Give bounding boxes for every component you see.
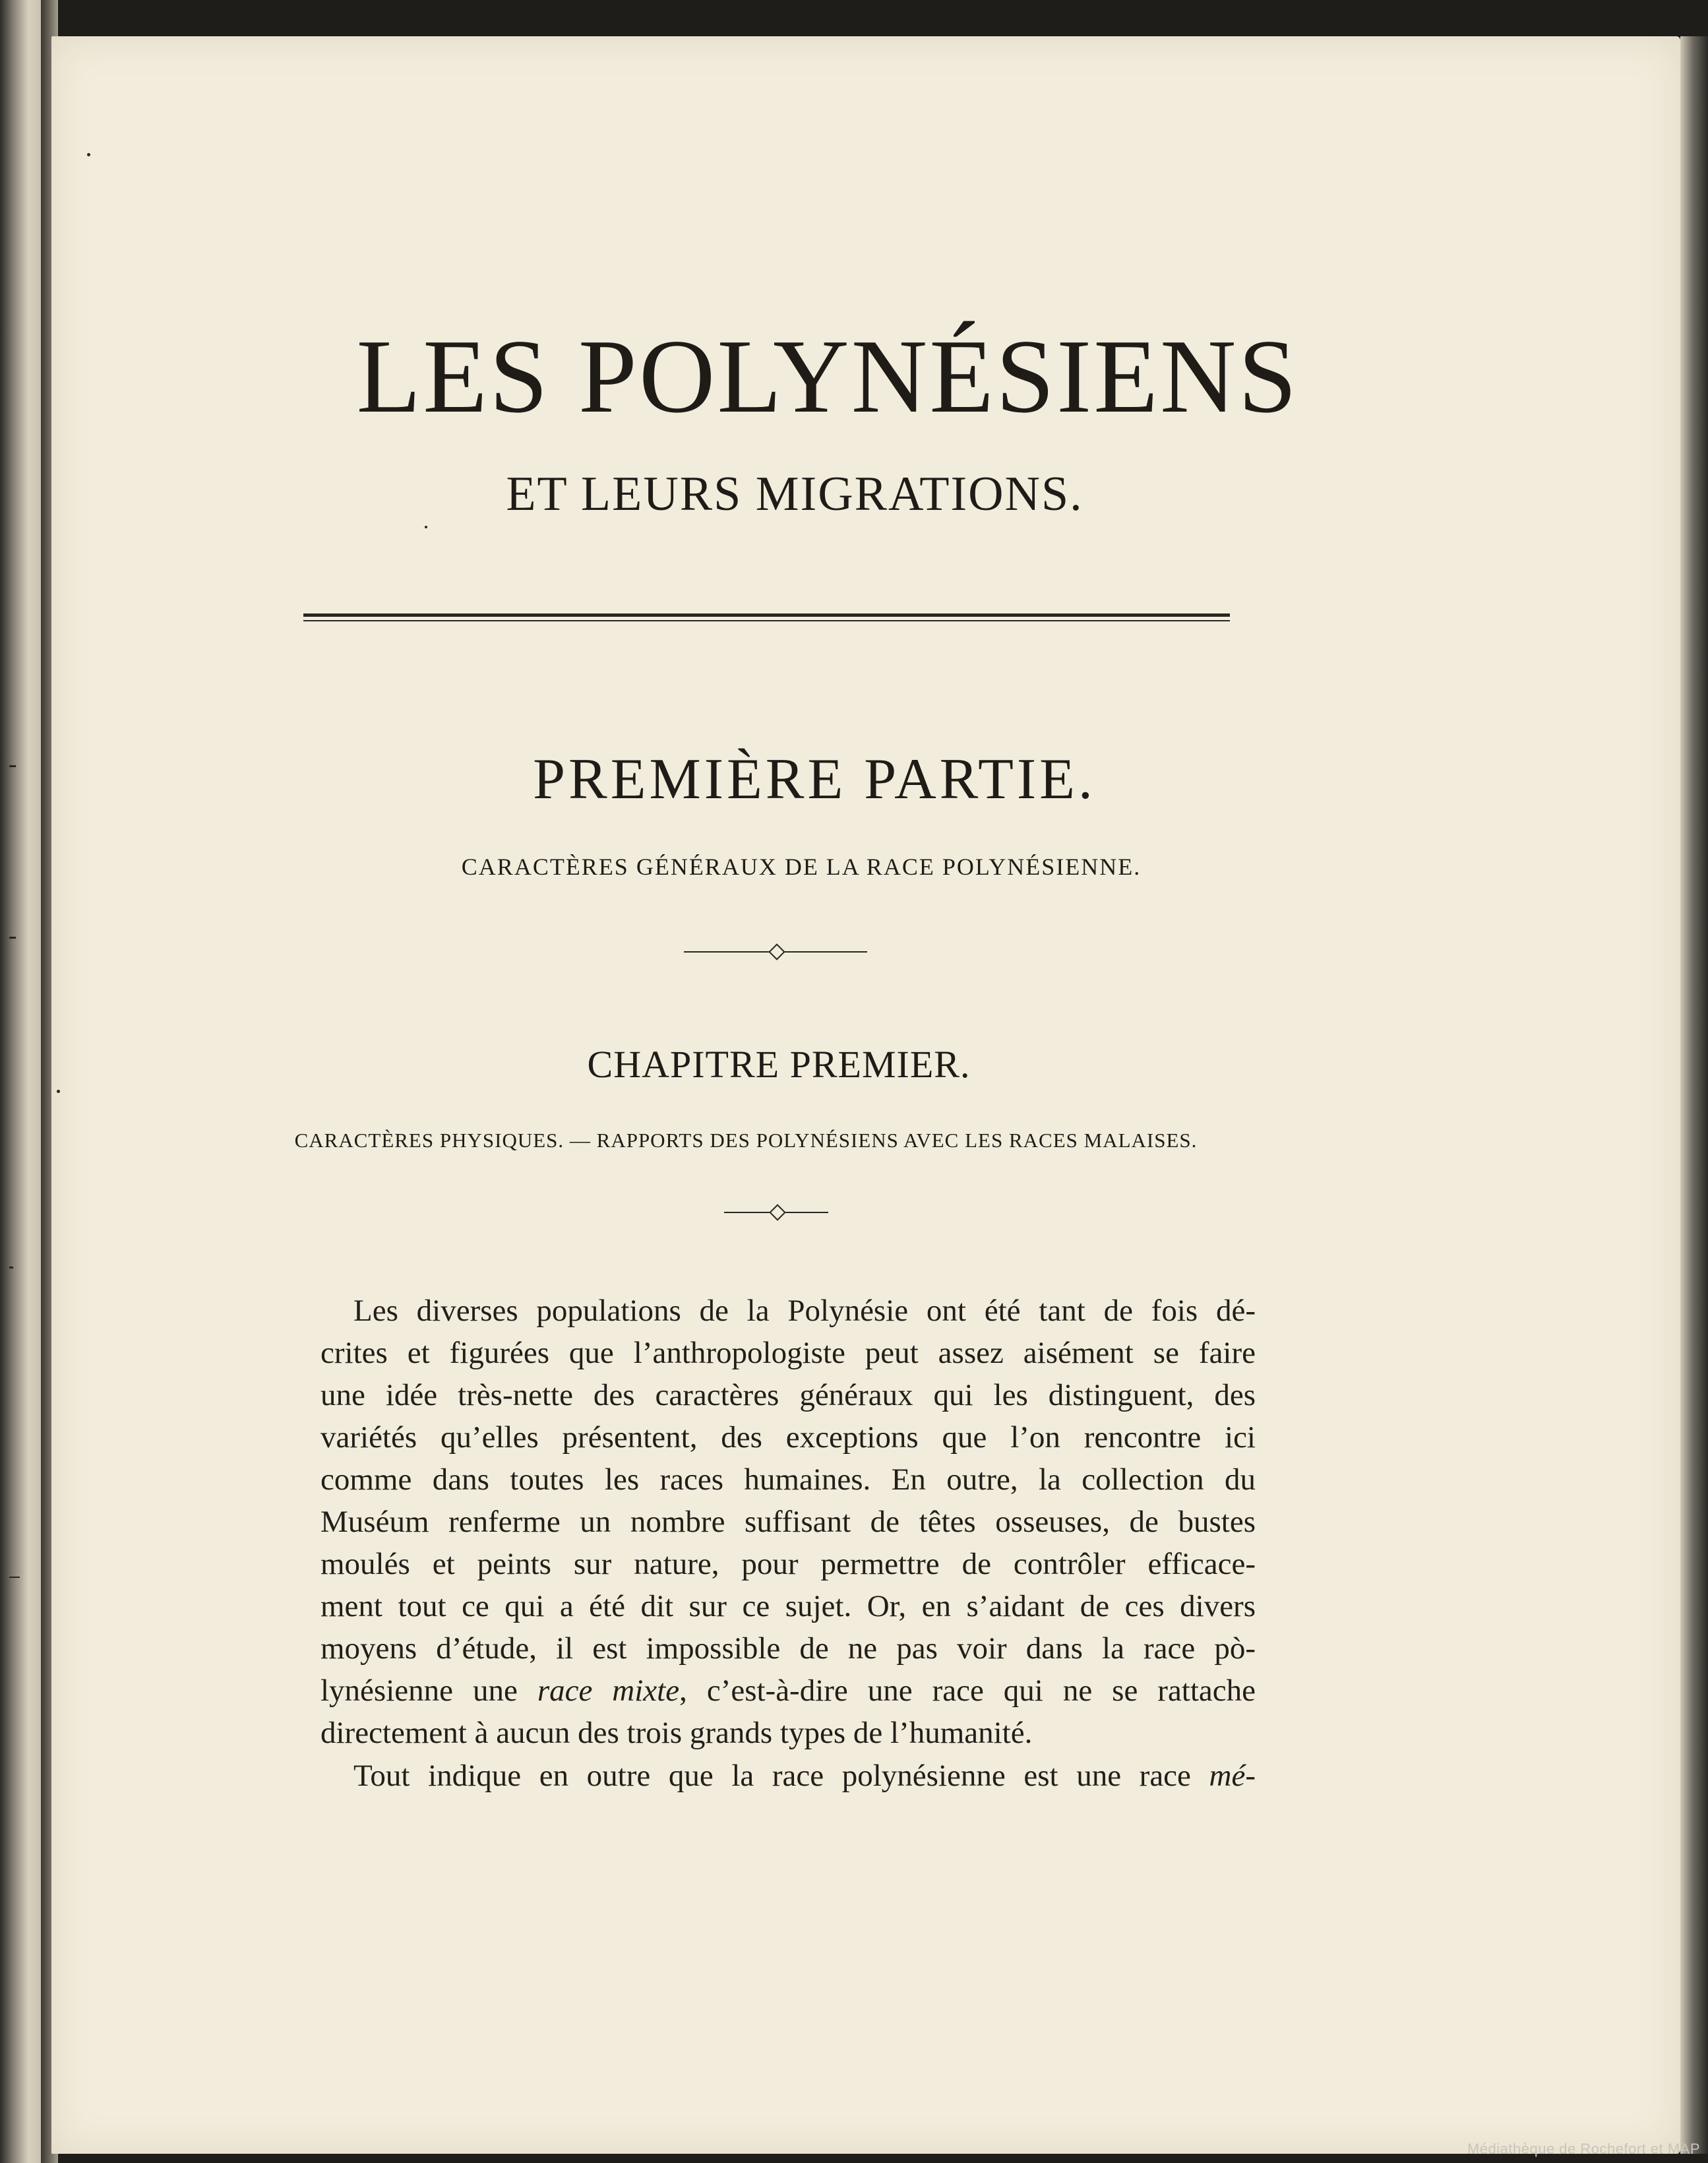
text-line: [320, 1755, 1256, 1797]
ornament-divider: [684, 945, 867, 958]
text-line: crites et figurées que l’anthropologiste peut assez aisément se faire: [320, 1336, 1256, 1370]
book-title: LES POLYNÉSIENS: [356, 317, 1299, 435]
text-line: ment tout ce qui a été dit sur ce sujet. Or, en s’aidant de ces divers: [320, 1589, 1256, 1623]
part-subtitle: CARACTÈRES GÉNÉRAUX DE LA RACE POLYNÉSIENNE.: [461, 854, 1142, 880]
text-line: Les diverses populations de la Polynésie ont été tant de fois dé-: [353, 1294, 1256, 1328]
speck: [425, 526, 427, 528]
text-line: variétés qu’elles présentent, des exceptions que l’on rencontre ici: [320, 1420, 1256, 1455]
text-line: comme dans toutes les races humaines. En outre, la collection du: [320, 1462, 1256, 1497]
italic-term: race mixte: [537, 1674, 680, 1708]
part-title: PREMIÈRE PARTIE.: [533, 747, 1096, 811]
text-run: , c’est-à-dire une race qui ne se rattache: [679, 1674, 1256, 1708]
page-stack-edge: [1680, 36, 1708, 2154]
margin-mark: [9, 1267, 13, 1269]
title-rule: [303, 613, 1230, 621]
text-run: Tout indique en outre que la race polynésienne est une race: [353, 1759, 1209, 1793]
text-line: directement à aucun des trois grands types de l’humanité.: [320, 1716, 1033, 1750]
speck: [57, 1090, 60, 1093]
chapter-subtitle: CARACTÈRES PHYSIQUES. — RAPPORTS DES POLYNÉSIENS AVEC LES RACES MALAISES.: [294, 1129, 1198, 1152]
text-line: Muséum renferme un nombre suffisant de têtes osseuses, de bustes: [320, 1505, 1256, 1539]
chapter-title: CHAPITRE PREMIER.: [587, 1043, 971, 1086]
text-run: lynésienne une: [320, 1674, 537, 1708]
ornament-divider: [724, 1206, 828, 1219]
text-line: [320, 1670, 1256, 1712]
speck: [87, 153, 90, 156]
italic-term: mé-: [1209, 1759, 1256, 1793]
watermark: Médiathèque de Rochefort et MAP: [1467, 2141, 1700, 2157]
book-subtitle: ET LEURS MIGRATIONS.: [506, 467, 1083, 521]
text-line: moyens d’étude, il est impossible de ne pas voir dans la race pò-: [320, 1631, 1256, 1666]
text-line: moulés et peints sur nature, pour permettre de contrôler efficace-: [320, 1547, 1256, 1581]
margin-mark: [9, 937, 16, 939]
paragraph-2: [320, 1755, 1256, 1797]
text-line: une idée très-nette des caractères généraux qui les distinguent, des: [320, 1378, 1256, 1412]
paragraph-1: [320, 1290, 1256, 1754]
margin-mark: [9, 1577, 20, 1578]
